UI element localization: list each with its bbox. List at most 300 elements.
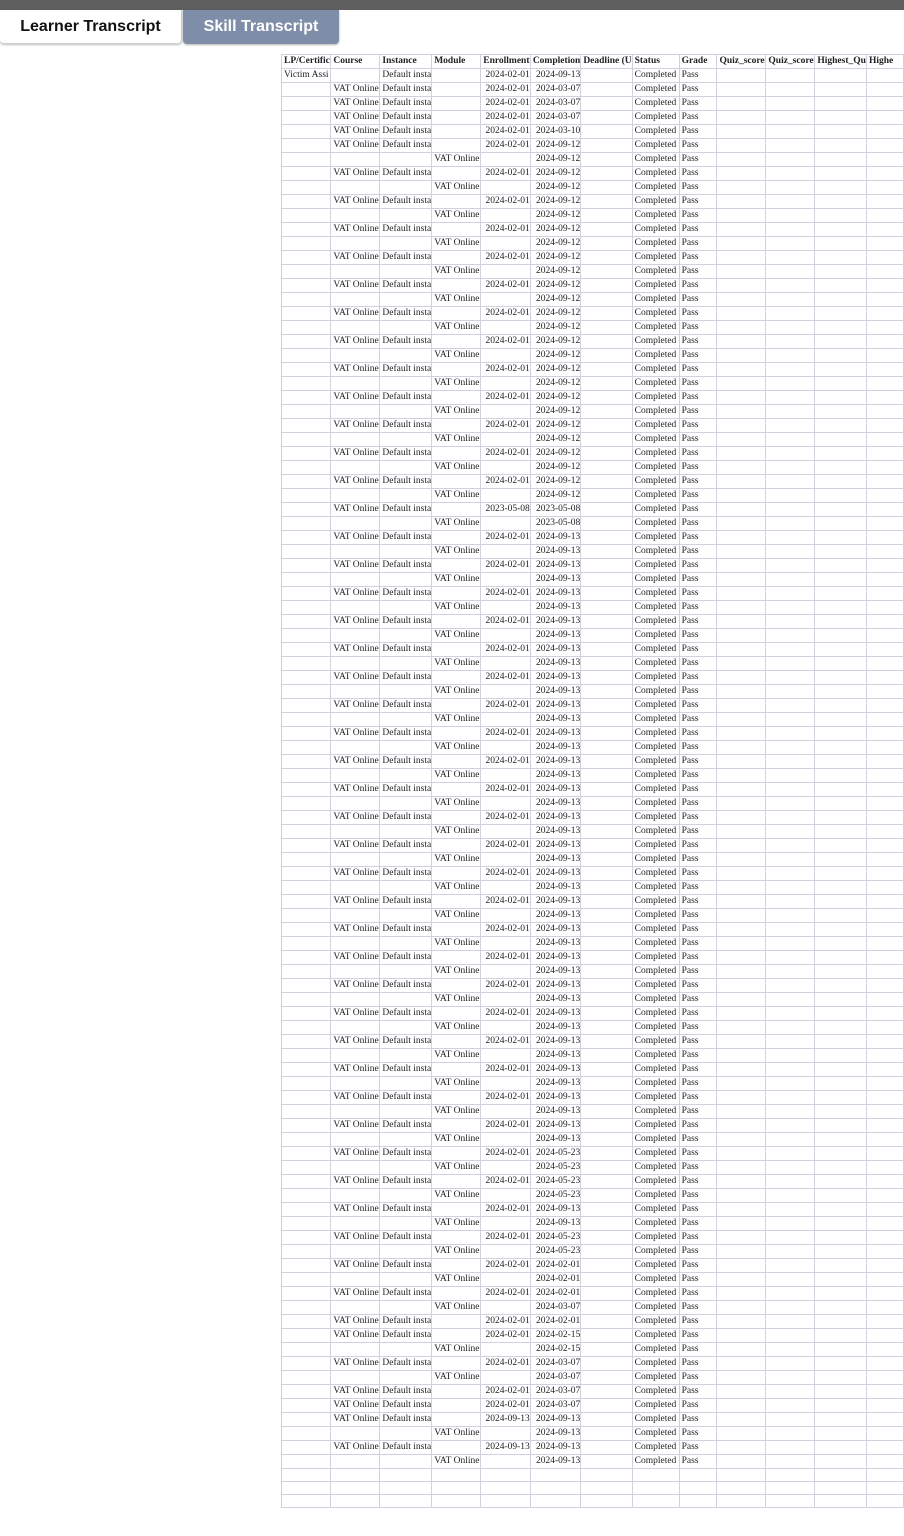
table-cell[interactable] [866,1357,903,1371]
table-cell[interactable]: VAT Online [432,993,481,1007]
table-cell[interactable] [282,97,331,111]
table-cell[interactable]: Completed [632,1315,679,1329]
table-cell[interactable] [432,419,481,433]
table-cell[interactable] [717,1385,766,1399]
table-cell[interactable] [866,545,903,559]
table-cell[interactable] [717,153,766,167]
table-cell[interactable] [331,1455,380,1469]
table-cell[interactable]: Pass [679,1287,717,1301]
table-cell[interactable] [380,1273,432,1287]
table-cell[interactable] [581,965,632,979]
table-cell[interactable]: VAT Online [331,1175,380,1189]
table-cell[interactable] [581,1175,632,1189]
table-cell[interactable]: Pass [679,111,717,125]
table-cell[interactable] [717,1343,766,1357]
table-cell[interactable] [766,1482,815,1495]
table-cell[interactable] [866,1217,903,1231]
table-cell[interactable] [581,811,632,825]
table-cell[interactable]: Pass [679,979,717,993]
table-cell[interactable] [282,685,331,699]
table-cell[interactable]: 2024-02-01 [481,195,531,209]
table-cell[interactable] [766,545,815,559]
table-cell[interactable] [282,559,331,573]
table-cell[interactable]: VAT Online [432,545,481,559]
table-cell[interactable] [717,685,766,699]
table-cell[interactable] [766,111,815,125]
table-cell[interactable]: 2024-02-01 [481,1091,531,1105]
table-cell[interactable] [481,1217,531,1231]
table-cell[interactable] [717,769,766,783]
table-cell[interactable] [717,727,766,741]
table-cell[interactable]: Completed [632,1147,679,1161]
table-cell[interactable]: 2024-09-13 [530,979,581,993]
table-cell[interactable]: Completed [632,111,679,125]
table-cell[interactable] [717,1007,766,1021]
table-cell[interactable] [432,923,481,937]
table-cell[interactable]: 2024-09-12 [530,419,581,433]
table-cell[interactable] [766,153,815,167]
table-cell[interactable]: 2024-02-01 [481,755,531,769]
table-cell[interactable] [766,587,815,601]
table-cell[interactable]: 2024-02-01 [481,139,531,153]
table-cell[interactable] [766,895,815,909]
table-cell[interactable] [866,1063,903,1077]
table-cell[interactable]: Default insta [380,587,432,601]
table-cell[interactable]: Default insta [380,1441,432,1455]
table-cell[interactable]: Pass [679,867,717,881]
table-cell[interactable] [481,1021,531,1035]
table-cell[interactable]: 2024-02-01 [481,1287,531,1301]
table-cell[interactable] [282,699,331,713]
table-cell[interactable] [717,1399,766,1413]
table-cell[interactable] [432,1315,481,1329]
table-cell[interactable] [766,335,815,349]
table-cell[interactable]: Default insta [380,335,432,349]
table-cell[interactable] [282,1161,331,1175]
table-cell[interactable] [866,783,903,797]
table-cell[interactable] [717,1357,766,1371]
table-cell[interactable] [282,713,331,727]
table-cell[interactable] [282,825,331,839]
table-cell[interactable] [815,111,867,125]
table-cell[interactable]: VAT Online [432,1301,481,1315]
table-cell[interactable] [282,433,331,447]
table-cell[interactable] [766,1495,815,1508]
table-cell[interactable] [766,181,815,195]
table-cell[interactable] [717,1273,766,1287]
table-cell[interactable] [766,951,815,965]
table-cell[interactable]: Pass [679,321,717,335]
table-cell[interactable]: VAT Online [331,1231,380,1245]
table-cell[interactable] [815,209,867,223]
table-cell[interactable]: Completed [632,993,679,1007]
table-cell[interactable] [581,699,632,713]
col-header[interactable]: Highe [866,55,903,69]
table-cell[interactable] [581,853,632,867]
table-cell[interactable]: Default insta [380,727,432,741]
table-cell[interactable] [866,937,903,951]
table-cell[interactable] [282,1007,331,1021]
table-cell[interactable] [717,881,766,895]
table-cell[interactable]: 2024-02-01 [481,699,531,713]
table-cell[interactable] [815,447,867,461]
table-cell[interactable]: Completed [632,671,679,685]
table-cell[interactable] [331,1217,380,1231]
table-cell[interactable] [815,685,867,699]
table-cell[interactable] [380,321,432,335]
table-cell[interactable] [866,335,903,349]
table-cell[interactable] [331,601,380,615]
table-cell[interactable]: Pass [679,1399,717,1413]
table-cell[interactable]: 2024-09-12 [530,447,581,461]
table-cell[interactable]: Completed [632,293,679,307]
table-cell[interactable]: 2024-09-13 [530,1105,581,1119]
table-cell[interactable]: Pass [679,909,717,923]
table-cell[interactable] [331,573,380,587]
table-cell[interactable]: 2024-02-01 [481,111,531,125]
table-cell[interactable]: Default insta [380,783,432,797]
table-cell[interactable]: Default insta [380,755,432,769]
table-cell[interactable] [581,1077,632,1091]
table-cell[interactable]: 2024-03-07 [530,111,581,125]
table-cell[interactable]: Completed [632,1189,679,1203]
table-cell[interactable] [331,993,380,1007]
table-cell[interactable]: Pass [679,1091,717,1105]
table-cell[interactable] [815,1301,867,1315]
table-cell[interactable] [282,349,331,363]
table-cell[interactable] [717,1203,766,1217]
table-cell[interactable]: Default insta [380,1035,432,1049]
table-cell[interactable] [815,83,867,97]
table-cell[interactable]: 2024-02-01 [481,1063,531,1077]
table-cell[interactable] [380,1077,432,1091]
table-cell[interactable] [866,1385,903,1399]
table-cell[interactable] [717,83,766,97]
table-cell[interactable]: Default insta [380,531,432,545]
table-cell[interactable]: 2024-09-12 [530,209,581,223]
table-cell[interactable]: VAT Online [331,1329,380,1343]
table-cell[interactable]: 2024-09-12 [530,405,581,419]
table-cell[interactable] [581,1203,632,1217]
table-cell[interactable]: 2024-03-07 [530,97,581,111]
table-cell[interactable] [331,881,380,895]
table-cell[interactable] [717,965,766,979]
table-cell[interactable]: VAT Online [432,1161,481,1175]
table-cell[interactable]: Pass [679,531,717,545]
table-cell[interactable]: Default insta [380,307,432,321]
table-cell[interactable]: 2024-09-13 [530,839,581,853]
table-cell[interactable] [766,1357,815,1371]
table-cell[interactable] [581,825,632,839]
table-cell[interactable] [481,825,531,839]
table-cell[interactable]: 2024-02-01 [530,1273,581,1287]
table-cell[interactable]: Completed [632,125,679,139]
table-cell[interactable] [766,419,815,433]
col-header[interactable]: Grade [679,55,717,69]
table-cell[interactable] [282,769,331,783]
table-cell[interactable] [581,573,632,587]
table-cell[interactable] [766,69,815,83]
table-cell[interactable]: 2024-02-01 [481,251,531,265]
table-cell[interactable] [481,1245,531,1259]
table-cell[interactable]: 2024-02-01 [481,559,531,573]
table-cell[interactable]: Pass [679,769,717,783]
table-cell[interactable] [380,265,432,279]
table-cell[interactable] [481,181,531,195]
table-cell[interactable]: Completed [632,1371,679,1385]
table-cell[interactable] [331,629,380,643]
table-cell[interactable] [581,1133,632,1147]
table-cell[interactable] [282,195,331,209]
table-cell[interactable]: 2024-09-13 [530,755,581,769]
table-cell[interactable]: 2024-09-13 [530,965,581,979]
table-cell[interactable]: 2024-02-15 [530,1343,581,1357]
table-cell[interactable] [717,489,766,503]
table-cell[interactable] [432,951,481,965]
table-cell[interactable] [815,461,867,475]
table-cell[interactable] [815,601,867,615]
table-cell[interactable] [331,1273,380,1287]
table-cell[interactable] [581,223,632,237]
table-cell[interactable]: Pass [679,699,717,713]
table-cell[interactable] [432,125,481,139]
table-cell[interactable] [481,293,531,307]
table-cell[interactable]: Completed [632,853,679,867]
table-cell[interactable] [331,69,380,83]
table-cell[interactable] [815,797,867,811]
table-cell[interactable]: 2024-09-13 [530,797,581,811]
table-cell[interactable] [581,1482,632,1495]
table-cell[interactable] [380,825,432,839]
table-cell[interactable] [766,559,815,573]
table-cell[interactable]: Pass [679,713,717,727]
table-cell[interactable] [717,237,766,251]
table-cell[interactable] [717,853,766,867]
table-cell[interactable] [432,97,481,111]
table-cell[interactable] [717,125,766,139]
table-cell[interactable] [815,1091,867,1105]
table-cell[interactable]: Pass [679,937,717,951]
table-cell[interactable]: Completed [632,867,679,881]
table-cell[interactable] [581,615,632,629]
table-cell[interactable] [481,1427,531,1441]
table-cell[interactable] [815,1021,867,1035]
table-cell[interactable]: Pass [679,797,717,811]
table-cell[interactable] [581,405,632,419]
table-cell[interactable] [282,573,331,587]
table-cell[interactable]: 2024-02-01 [530,1315,581,1329]
table-cell[interactable]: 2024-09-12 [530,195,581,209]
table-cell[interactable]: VAT Online [432,293,481,307]
table-cell[interactable]: 2024-03-07 [530,1385,581,1399]
table-cell[interactable]: VAT Online [331,363,380,377]
table-cell[interactable] [331,1133,380,1147]
table-cell[interactable] [581,769,632,783]
table-cell[interactable]: 2024-02-01 [530,1259,581,1273]
table-cell[interactable]: 2024-02-01 [481,447,531,461]
table-cell[interactable] [581,1495,632,1508]
table-cell[interactable] [331,349,380,363]
table-cell[interactable]: 2024-09-13 [530,937,581,951]
table-cell[interactable] [717,573,766,587]
table-cell[interactable] [717,979,766,993]
table-cell[interactable] [432,1495,481,1508]
table-cell[interactable] [331,1301,380,1315]
table-cell[interactable]: Pass [679,1161,717,1175]
table-cell[interactable] [815,1273,867,1287]
table-cell[interactable] [481,321,531,335]
table-cell[interactable] [717,503,766,517]
table-cell[interactable]: Default insta [380,1119,432,1133]
table-cell[interactable] [581,503,632,517]
table-cell[interactable]: Pass [679,223,717,237]
table-cell[interactable]: VAT Online [331,503,380,517]
table-cell[interactable] [866,1203,903,1217]
table-cell[interactable]: Completed [632,769,679,783]
table-cell[interactable] [481,1161,531,1175]
table-cell[interactable] [380,1161,432,1175]
table-cell[interactable] [717,601,766,615]
table-cell[interactable]: 2024-09-13 [530,1413,581,1427]
table-cell[interactable] [282,1287,331,1301]
table-cell[interactable]: VAT Online [331,307,380,321]
table-cell[interactable] [432,475,481,489]
table-cell[interactable] [282,461,331,475]
table-cell[interactable] [380,881,432,895]
table-cell[interactable] [717,97,766,111]
table-cell[interactable]: Completed [632,1063,679,1077]
table-cell[interactable] [717,1147,766,1161]
table-cell[interactable] [432,223,481,237]
table-cell[interactable] [866,1007,903,1021]
table-cell[interactable] [581,1161,632,1175]
table-cell[interactable]: Completed [632,265,679,279]
table-cell[interactable] [380,909,432,923]
table-cell[interactable] [481,769,531,783]
table-cell[interactable] [282,391,331,405]
table-cell[interactable]: 2024-02-15 [530,1329,581,1343]
table-cell[interactable] [282,1133,331,1147]
table-cell[interactable] [581,671,632,685]
table-cell[interactable]: Pass [679,601,717,615]
table-cell[interactable] [581,1427,632,1441]
table-cell[interactable]: Pass [679,181,717,195]
table-cell[interactable]: Default insta [380,223,432,237]
table-cell[interactable] [581,517,632,531]
table-cell[interactable]: Pass [679,1413,717,1427]
table-cell[interactable]: Completed [632,1301,679,1315]
table-cell[interactable] [481,1301,531,1315]
table-cell[interactable] [581,265,632,279]
table-cell[interactable] [866,391,903,405]
table-cell[interactable] [331,265,380,279]
table-cell[interactable]: Completed [632,559,679,573]
table-cell[interactable] [717,993,766,1007]
table-cell[interactable] [766,643,815,657]
table-cell[interactable] [815,1035,867,1049]
table-cell[interactable] [766,475,815,489]
table-cell[interactable] [766,811,815,825]
table-cell[interactable] [380,209,432,223]
table-cell[interactable] [866,1021,903,1035]
table-cell[interactable] [581,1231,632,1245]
table-cell[interactable]: Default insta [380,1147,432,1161]
table-cell[interactable]: Pass [679,503,717,517]
table-cell[interactable] [282,489,331,503]
table-cell[interactable] [815,923,867,937]
table-cell[interactable]: VAT Online [432,1189,481,1203]
table-cell[interactable] [717,391,766,405]
table-cell[interactable]: 2024-03-07 [530,83,581,97]
col-header[interactable]: Course [331,55,380,69]
table-cell[interactable] [282,839,331,853]
table-cell[interactable]: Pass [679,209,717,223]
table-cell[interactable]: Default insta [380,1385,432,1399]
table-cell[interactable] [866,1343,903,1357]
table-cell[interactable] [717,839,766,853]
table-cell[interactable] [866,279,903,293]
table-cell[interactable] [581,447,632,461]
table-cell[interactable]: Pass [679,895,717,909]
table-cell[interactable]: Completed [632,279,679,293]
table-cell[interactable]: Completed [632,811,679,825]
table-cell[interactable]: VAT Online [331,97,380,111]
table-cell[interactable] [581,419,632,433]
table-cell[interactable]: Default insta [380,559,432,573]
table-cell[interactable]: VAT Online [331,1287,380,1301]
table-cell[interactable] [282,615,331,629]
table-cell[interactable] [866,1301,903,1315]
table-cell[interactable]: Completed [632,587,679,601]
table-cell[interactable] [282,545,331,559]
table-cell[interactable] [717,1315,766,1329]
table-cell[interactable] [282,1105,331,1119]
table-cell[interactable] [717,643,766,657]
table-cell[interactable] [866,1287,903,1301]
table-cell[interactable] [815,1245,867,1259]
table-cell[interactable]: Pass [679,377,717,391]
table-cell[interactable] [481,965,531,979]
table-cell[interactable]: 2024-05-23 [530,1161,581,1175]
table-cell[interactable] [766,1077,815,1091]
table-cell[interactable] [481,629,531,643]
table-cell[interactable] [581,1245,632,1259]
table-cell[interactable]: 2024-09-12 [530,139,581,153]
table-cell[interactable] [866,643,903,657]
table-cell[interactable] [282,853,331,867]
table-cell[interactable]: Completed [632,979,679,993]
table-cell[interactable] [815,1063,867,1077]
table-cell[interactable]: Default insta [380,195,432,209]
table-cell[interactable] [282,1315,331,1329]
table-cell[interactable]: Completed [632,251,679,265]
table-cell[interactable] [766,223,815,237]
table-cell[interactable] [815,853,867,867]
table-cell[interactable]: VAT Online [432,517,481,531]
table-cell[interactable]: VAT Online [432,1427,481,1441]
table-cell[interactable] [866,1161,903,1175]
table-cell[interactable]: Default insta [380,1007,432,1021]
table-cell[interactable] [717,587,766,601]
table-cell[interactable]: Pass [679,1049,717,1063]
table-cell[interactable] [866,377,903,391]
table-cell[interactable] [282,1399,331,1413]
table-cell[interactable]: 2024-09-13 [530,1441,581,1455]
table-cell[interactable] [866,923,903,937]
table-cell[interactable]: VAT Online [432,237,481,251]
table-cell[interactable] [581,1287,632,1301]
table-cell[interactable]: Default insta [380,699,432,713]
